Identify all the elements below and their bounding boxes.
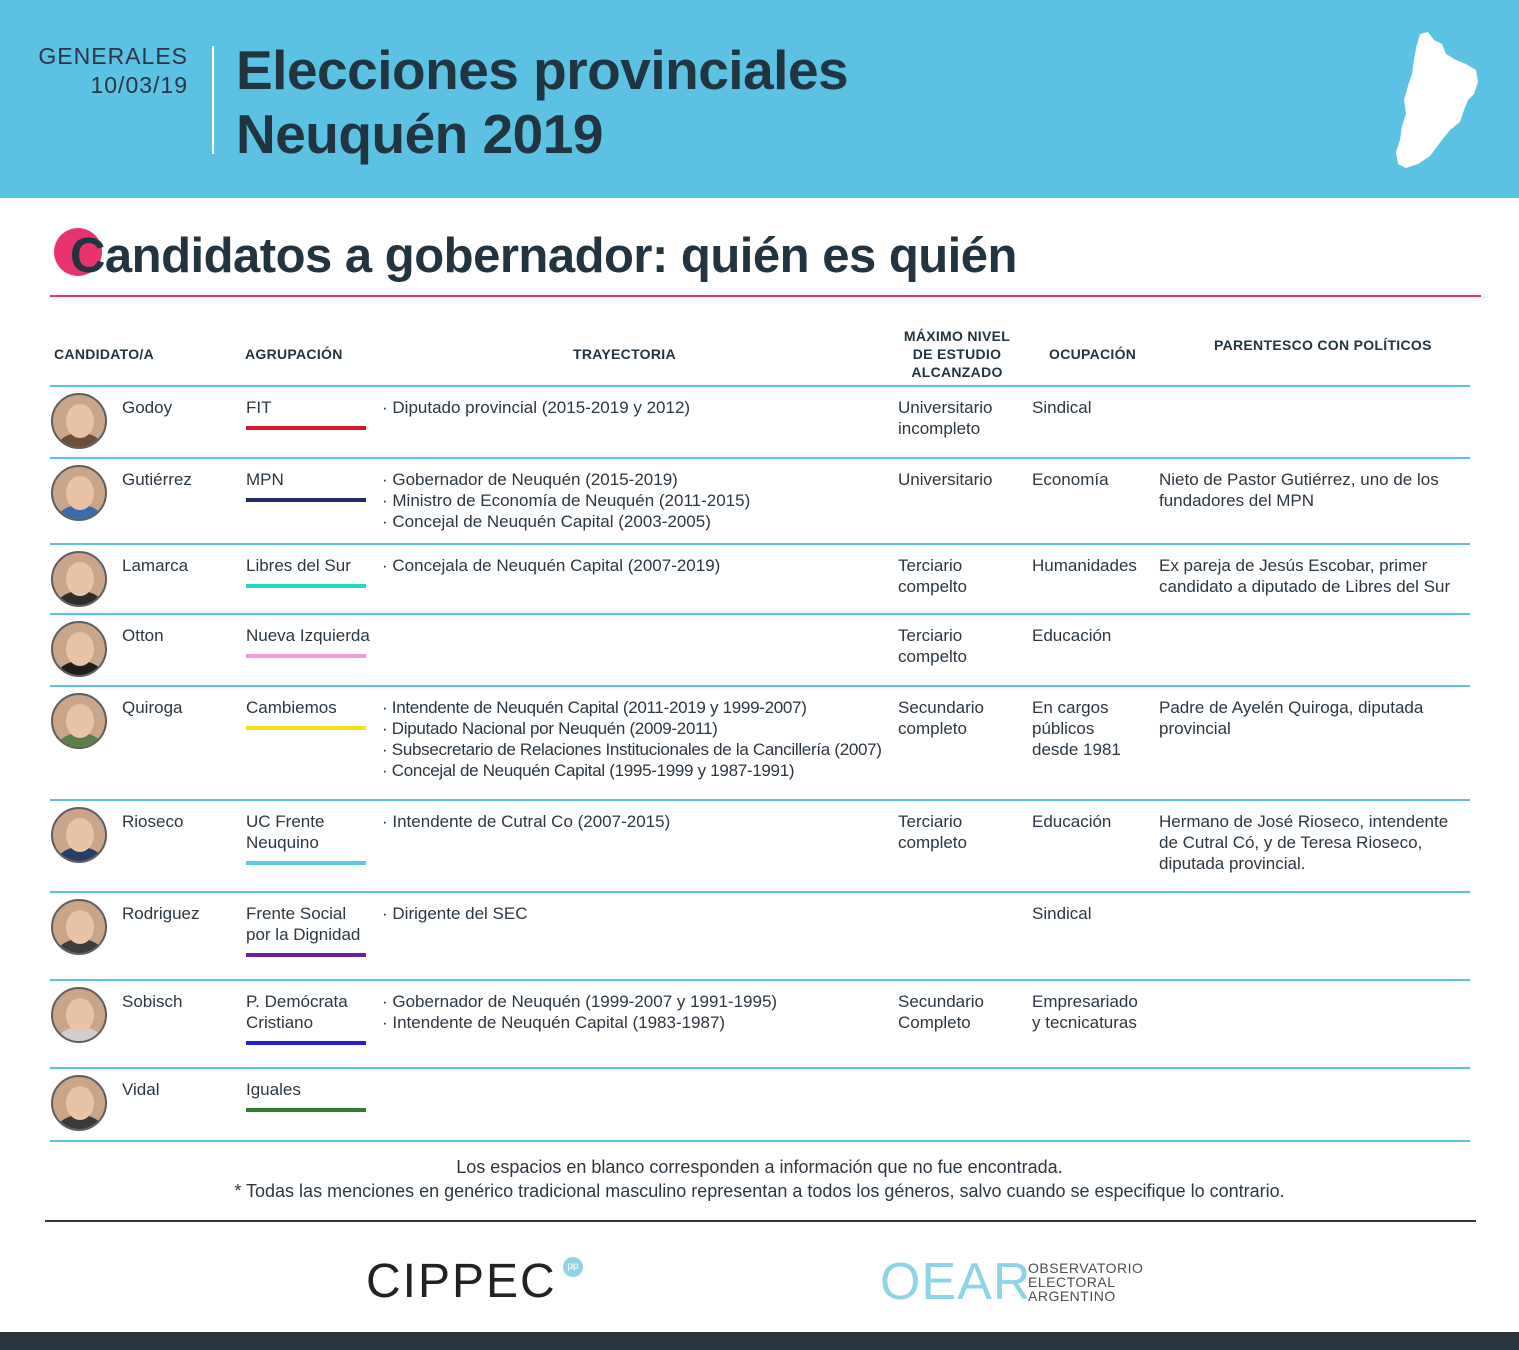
trajectory-line: · Ministro de Economía de Neuquén (2011-2015) [382,491,751,510]
trajectory-line: · Diputado provincial (2015-2019 y 2012) [382,398,691,417]
education-line: Universitario [898,398,993,417]
party-color-bar [246,654,366,658]
candidate-avatar [51,465,107,521]
candidate-occupation [1032,991,1138,1033]
education-line: Terciario [898,556,963,575]
candidate-avatar [51,987,107,1043]
candidate-trajectory [382,903,528,924]
column-header-education-line-1: MÁXIMO NIVEL [903,328,1011,344]
table-row [50,891,1470,979]
education-line: Terciario [898,626,963,645]
trajectory-line: · Diputado Nacional por Neuquén (2009-2011) [382,719,718,738]
party-line: Nueva Izquierda [246,626,370,645]
occupation-line: Sindical [1032,904,1092,923]
table-row [50,385,1470,457]
candidate-party [246,625,370,646]
candidate-education [898,697,984,739]
trajectory-line: · Subsecretario de Relaciones Institucionales de la Cancillería (2007) [382,740,882,759]
candidate-occupation [1032,697,1121,760]
occupation-line: Economía [1032,470,1109,489]
trajectory-line: · Gobernador de Neuquén (2015-2019) [382,470,678,489]
party-line: FIT [246,398,272,417]
avatar-face [66,632,94,666]
note-gender: * Todas las menciones en genérico tradicional masculino representan a todos los géneros, salvo cuando se especifique lo contrario. [234,1181,1285,1201]
column-header-kinship: PARENTESCO CON POLÍTICOS [1214,337,1432,353]
party-color-bar [246,861,366,865]
party-line: P. Demócrata [246,992,348,1011]
candidate-trajectory [382,469,750,532]
education-line: Secundario [898,992,985,1011]
education-line: Terciario [898,812,963,831]
candidate-education [898,991,984,1033]
candidate-avatar [51,693,107,749]
kinship-line: diputada provincial. [1159,854,1306,873]
candidate-kinship [1159,811,1448,874]
avatar-face [66,998,94,1032]
occupation-line: públicos [1032,719,1095,738]
row-divider [50,543,1470,545]
candidate-party [246,991,348,1033]
table-row [50,543,1470,613]
kinship-line: provincial [1159,719,1231,738]
cippec-logo: CIPPEC [366,1255,557,1308]
party-line: UC Frente [246,812,325,831]
education-line: Secundario [898,698,985,717]
avatar-face [66,910,94,944]
trajectory-line: · Gobernador de Neuquén (1999-2007 y 1991-1995) [382,992,778,1011]
column-header-education-line-2: DE ESTUDIO [912,346,1002,362]
avatar-face [66,404,94,438]
oear-sub-line-1: OBSERVATORIO [1028,1260,1144,1276]
candidate-name: Gutiérrez [122,470,192,489]
party-line: Cambiemos [246,698,337,717]
avatar-face [66,562,94,596]
column-header-party: AGRUPACIÓN [245,346,343,362]
note-blank-spaces: Los espacios en blanco corresponden a información que no fue encontrada. [456,1157,1063,1177]
party-color-bar [246,953,366,957]
oear-logo: OEAR [880,1253,1032,1311]
table-row [50,457,1470,543]
candidate-occupation [1032,903,1092,924]
row-divider [50,685,1470,687]
row-divider [50,613,1470,615]
occupation-line: y tecnicaturas [1032,1013,1137,1032]
trajectory-line: · Concejala de Neuquén Capital (2007-2019) [382,556,721,575]
trajectory-line: · Intendente de Cutral Co (2007-2015) [382,812,671,831]
occupation-line: Humanidades [1032,556,1137,575]
column-header-education [882,327,1032,381]
candidate-name: Otton [122,626,164,645]
occupation-line: Educación [1032,812,1112,831]
table-row [50,799,1470,891]
party-line: por la Dignidad [246,925,361,944]
trajectory-line: · Concejal de Neuquén Capital (1995-1999 y 1987-1991) [382,761,795,780]
election-type: GENERALES [38,43,188,69]
candidate-education [898,555,967,597]
party-line: MPN [246,470,284,489]
candidate-kinship [1159,697,1423,739]
education-line: completo [898,719,967,738]
candidate-avatar [51,621,107,677]
candidate-party [246,555,351,576]
footer-rule [45,1220,1476,1222]
occupation-line: desde 1981 [1032,740,1121,759]
row-divider [50,799,1470,801]
occupation-line: Sindical [1032,398,1092,417]
avatar-face [66,704,94,738]
party-color-bar [246,498,366,502]
row-divider [50,457,1470,459]
kinship-line: de Cutral Có, y de Teresa Rioseco, [1159,833,1423,852]
candidate-education [898,469,992,490]
candidate-trajectory [382,555,720,576]
candidate-education [898,397,992,439]
row-divider [50,1140,1470,1142]
column-header-candidate: CANDIDATO/A [54,346,155,362]
candidate-avatar [51,551,107,607]
candidate-party [246,397,272,418]
candidate-education [898,625,967,667]
avatar-face [66,476,94,510]
row-divider [50,979,1470,981]
party-line: Neuquino [246,833,319,852]
neuquen-province-map-icon [1390,30,1482,170]
candidate-occupation [1032,397,1092,418]
candidate-avatar [51,393,107,449]
candidate-name: Rioseco [122,812,184,831]
occupation-line: En cargos [1032,698,1109,717]
kinship-line: Hermano de José Rioseco, intendente [1159,812,1449,831]
candidate-name: Sobisch [122,992,183,1011]
column-header-occupation: OCUPACIÓN [1049,346,1137,362]
candidate-party [246,811,324,853]
education-line: Universitario [898,470,993,489]
cippec-badge: pp [563,1257,583,1277]
party-line: Iguales [246,1080,301,1099]
row-divider [50,891,1470,893]
candidate-name: Quiroga [122,698,183,717]
education-line: incompleto [898,419,981,438]
candidate-avatar [51,1075,107,1131]
oear-logo-subtitle [1028,1261,1143,1303]
bottom-bar [0,1332,1519,1350]
candidate-kinship [1159,469,1439,511]
education-line: compelto [898,647,967,666]
party-color-bar [246,584,366,588]
row-divider [50,1067,1470,1069]
candidate-trajectory [382,697,882,781]
avatar-face [66,818,94,852]
candidate-occupation [1032,555,1137,576]
education-line: Completo [898,1013,971,1032]
table-row [50,1067,1470,1140]
candidate-trajectory [382,991,777,1033]
candidate-avatar [51,807,107,863]
candidate-occupation [1032,625,1111,646]
candidate-name: Godoy [122,398,173,417]
avatar-face [66,1086,94,1120]
page-title-line-1: Elecciones provinciales [236,39,849,101]
column-header-trajectory: TRAYECTORIA [573,346,676,362]
candidate-party [246,1079,301,1100]
occupation-line: Empresariado [1032,992,1138,1011]
occupation-line: Educación [1032,626,1112,645]
candidate-name: Vidal [122,1080,160,1099]
candidate-name: Rodriguez [122,904,200,923]
column-header-education-line-3: ALCANZADO [911,364,1003,380]
candidate-trajectory [382,811,670,832]
table-row [50,979,1470,1067]
candidate-party [246,697,337,718]
candidate-party [246,469,284,490]
section-title: Candidatos a gobernador: quién es quién [70,229,1017,283]
election-type-date [20,42,188,100]
kinship-line: Padre de Ayelén Quiroga, diputada [1159,698,1424,717]
kinship-line: Ex pareja de Jesús Escobar, primer [1159,556,1428,575]
candidate-name: Lamarca [122,556,189,575]
oear-sub-line-3: ARGENTINO [1028,1288,1116,1304]
section-rule [50,295,1481,297]
kinship-line: candidato a diputado de Libres del Sur [1159,577,1451,596]
party-line: Cristiano [246,1013,314,1032]
election-date: 10/03/19 [90,72,188,98]
page-title [236,38,848,166]
candidate-kinship [1159,555,1450,597]
candidate-occupation [1032,469,1109,490]
table-row [50,613,1470,685]
oear-sub-line-2: ELECTORAL [1028,1274,1116,1290]
table-row [50,685,1470,799]
trajectory-line: · Intendente de Neuquén Capital (2011-2019 y 1999-2007) [382,698,807,717]
party-color-bar [246,1041,366,1045]
page-title-line-2: Neuquén 2019 [236,103,603,165]
education-line: completo [898,833,967,852]
trajectory-line: · Concejal de Neuquén Capital (2003-2005) [382,512,711,531]
party-color-bar [246,426,366,430]
party-color-bar [246,1108,366,1112]
trajectory-line: · Dirigente del SEC [382,904,528,923]
row-divider [50,385,1470,387]
trajectory-line: · Intendente de Neuquén Capital (1983-1987) [382,1013,726,1032]
candidate-education [898,811,967,853]
party-line: Libres del Sur [246,556,351,575]
candidate-trajectory [382,397,690,418]
candidate-occupation [1032,811,1111,832]
party-color-bar [246,726,366,730]
candidate-party [246,903,360,945]
candidate-avatar [51,899,107,955]
education-line: compelto [898,577,967,596]
kinship-line: fundadores del MPN [1159,491,1314,510]
kinship-line: Nieto de Pastor Gutiérrez, uno de los [1159,470,1439,489]
party-line: Frente Social [246,904,347,923]
header-banner [0,0,1519,198]
header-divider [212,46,214,154]
